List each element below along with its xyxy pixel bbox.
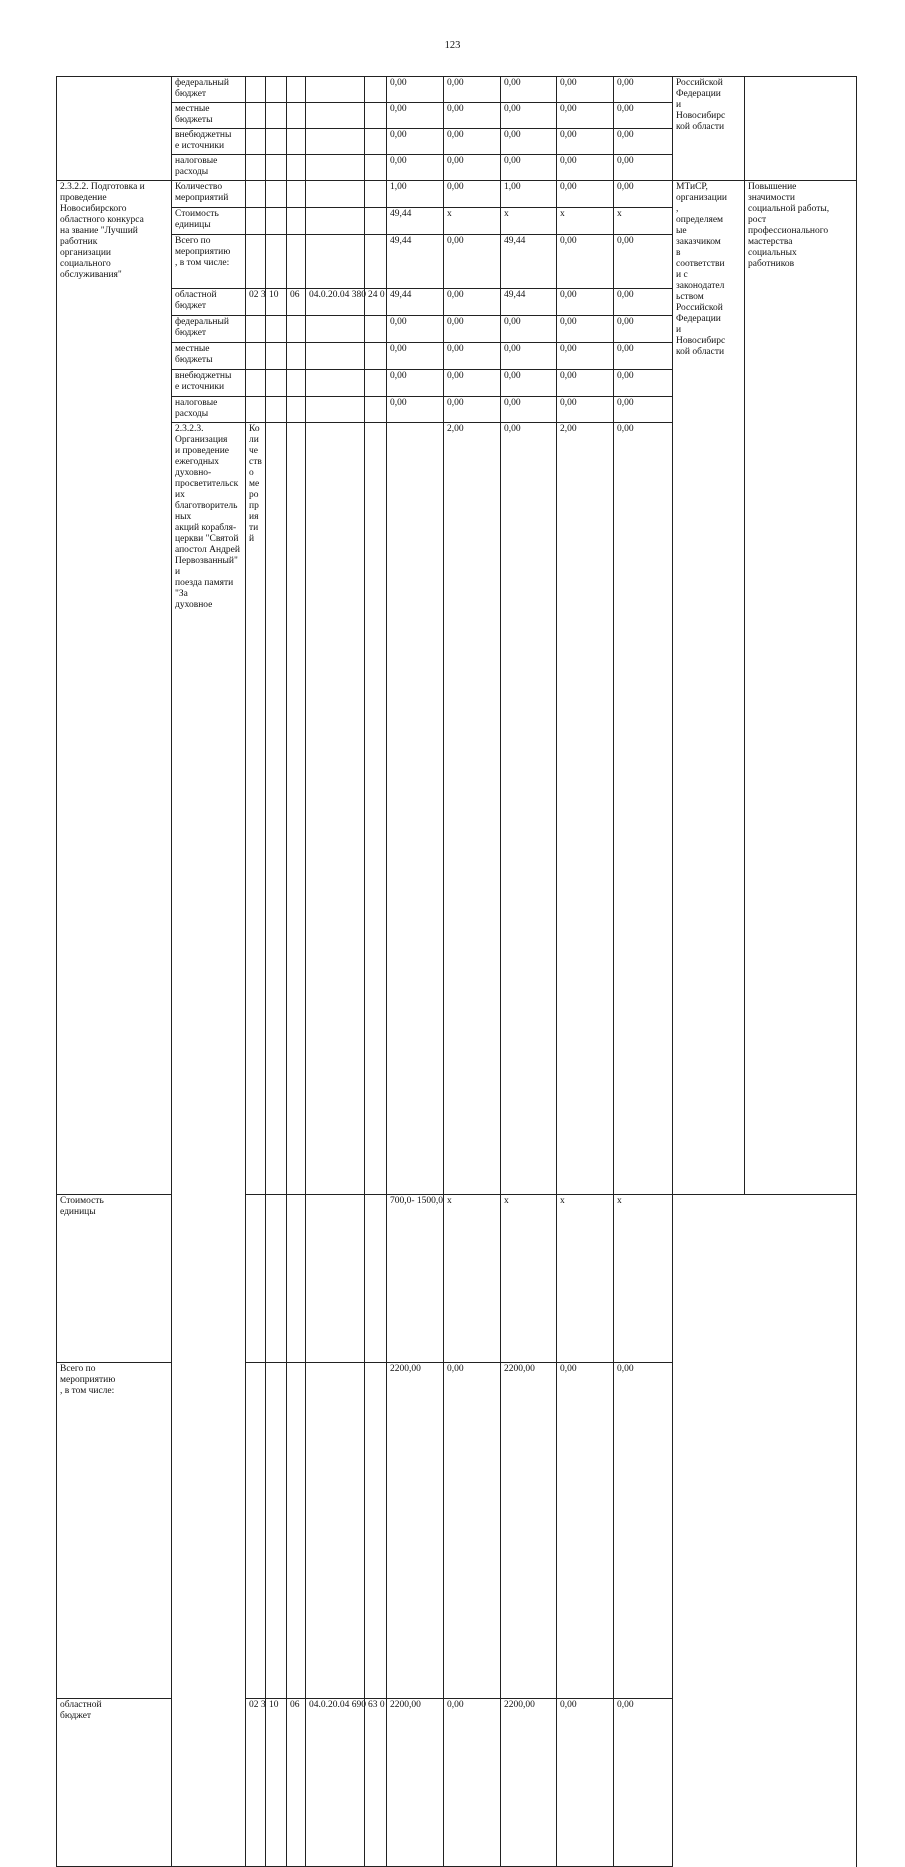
- value-cell-5: 0,00: [614, 289, 673, 316]
- subsection-code-cell: [287, 1194, 306, 1362]
- grbs-code-cell: [246, 103, 266, 129]
- value-cell-5: 0,00: [614, 316, 673, 343]
- measure-name-cell: 2.3.2.2. Подготовка и проведение Новосибирского областного конкурса на звание "Лучший работник организации социального обслуживания": [57, 181, 172, 1195]
- target-article-cell: [306, 343, 365, 370]
- grbs-code-cell: [246, 397, 266, 423]
- section-code-cell: [266, 1362, 287, 1698]
- expense-type-cell: [365, 77, 387, 103]
- subsection-code-cell: [287, 235, 306, 289]
- value-cell-2: 0,00: [444, 343, 501, 370]
- target-article-cell: [306, 77, 365, 103]
- target-article-cell: [306, 370, 365, 397]
- value-cell-3: 0,00: [501, 129, 557, 155]
- indicator-cell: внебюджетны е источники: [172, 370, 246, 397]
- target-article-cell: [306, 129, 365, 155]
- value-cell-3: 0,00: [501, 316, 557, 343]
- section-code-cell: [266, 343, 287, 370]
- value-cell-1: 0,00: [387, 155, 444, 181]
- table-row: [57, 181, 857, 208]
- subsection-code-cell: [287, 1362, 306, 1698]
- value-cell-1: 1,00: [387, 181, 444, 208]
- grbs-code-cell: [246, 1194, 266, 1362]
- value-cell-3: х: [501, 1194, 557, 1362]
- indicator-cell: местные бюджеты: [172, 103, 246, 129]
- value-cell-4: 0,00: [557, 129, 614, 155]
- section-code-cell: [266, 397, 287, 423]
- section-code-cell: [266, 208, 287, 235]
- section-code-cell: [287, 423, 306, 1195]
- expense-type-cell: [365, 129, 387, 155]
- section-code-cell: [266, 77, 287, 103]
- indicator-cell: Всего по мероприятию , в том числе:: [172, 235, 246, 289]
- value-cell-2: 0,00: [444, 1698, 501, 1866]
- section-code-cell: 10: [266, 289, 287, 316]
- result-cell: Повышение значимости социальной работы, рост профессионального мастерства социальных работников: [745, 181, 857, 1195]
- value-cell-2: 0,00: [444, 181, 501, 208]
- value-cell-1: 700,0- 1500,0: [387, 1194, 444, 1362]
- page-number: 123: [444, 40, 461, 51]
- expense-type-cell: 63 0: [365, 1698, 387, 1866]
- value-cell-1: 2200,00: [387, 1362, 444, 1698]
- grbs-code-cell: [246, 343, 266, 370]
- expense-type-cell: [365, 208, 387, 235]
- value-cell-4: х: [557, 208, 614, 235]
- target-article-cell: 04.0.20.04 380: [306, 289, 365, 316]
- expense-type-cell: 24 0: [365, 289, 387, 316]
- grbs-code-cell: [266, 423, 287, 1195]
- grbs-code-cell: [246, 370, 266, 397]
- value-cell-2: х: [444, 208, 501, 235]
- indicator-cell: налоговые расходы: [172, 155, 246, 181]
- subsection-code-cell: [287, 181, 306, 208]
- value-cell-1: 0,00: [387, 397, 444, 423]
- indicator-cell: Количество мероприятий: [172, 181, 246, 208]
- target-article-cell: [306, 1362, 365, 1698]
- value-cell-3: 2200,00: [501, 1698, 557, 1866]
- section-code-cell: [266, 129, 287, 155]
- indicator-cell: местные бюджеты: [172, 343, 246, 370]
- value-cell-4: 0,00: [557, 103, 614, 129]
- grbs-code-cell: [246, 181, 266, 208]
- value-cell-2: 0,00: [444, 155, 501, 181]
- section-code-cell: [266, 370, 287, 397]
- value-cell-4: х: [557, 1194, 614, 1362]
- value-cell-5: 0,00: [614, 155, 673, 181]
- indicator-cell: Стоимость единицы: [172, 208, 246, 235]
- value-cell-4: 0,00: [557, 1362, 614, 1698]
- value-cell-4: 0,00: [557, 316, 614, 343]
- indicator-cell: федеральный бюджет: [172, 316, 246, 343]
- value-cell-5: 0,00: [614, 181, 673, 208]
- value-cell-3: 0,00: [501, 155, 557, 181]
- section-code-cell: [266, 155, 287, 181]
- target-article-cell: [306, 316, 365, 343]
- subsection-code-cell: 06: [287, 289, 306, 316]
- indicator-cell: областной бюджет: [172, 289, 246, 316]
- section-code-cell: [266, 316, 287, 343]
- value-cell-4: 0,00: [557, 155, 614, 181]
- grbs-code-cell: [246, 235, 266, 289]
- value-cell-3: 1,00: [501, 181, 557, 208]
- indicator-cell: налоговые расходы: [172, 397, 246, 423]
- expense-type-cell: [365, 397, 387, 423]
- target-article-cell: [365, 423, 387, 1195]
- section-code-cell: 10: [266, 1698, 287, 1866]
- value-cell-2: 0,00: [444, 77, 501, 103]
- value-cell-1: 0,00: [387, 103, 444, 129]
- value-cell-3: 49,44: [501, 235, 557, 289]
- value-cell-4: 0,00: [557, 397, 614, 423]
- subsection-code-cell: [287, 370, 306, 397]
- value-cell-4: 0,00: [557, 289, 614, 316]
- value-cell-1: 49,44: [387, 208, 444, 235]
- value-cell-1: 2200,00: [387, 1698, 444, 1866]
- subsection-code-cell: [287, 129, 306, 155]
- table-row: [57, 77, 857, 103]
- grbs-code-cell: [246, 316, 266, 343]
- value-cell-5: х: [614, 208, 673, 235]
- subsection-code-cell: [306, 423, 365, 1195]
- target-article-cell: [306, 235, 365, 289]
- target-article-cell: [306, 397, 365, 423]
- value-cell-5: 0,00: [614, 103, 673, 129]
- grbs-code-cell: [246, 208, 266, 235]
- value-cell-3: 0,00: [501, 77, 557, 103]
- grbs-code-cell: [246, 155, 266, 181]
- grbs-code-cell: [246, 1362, 266, 1698]
- target-article-cell: [306, 103, 365, 129]
- subsection-code-cell: [287, 343, 306, 370]
- expense-type-cell: [365, 370, 387, 397]
- grbs-code-cell: [246, 77, 266, 103]
- value-cell-1: 49,44: [387, 235, 444, 289]
- measure-name-cell: 2.3.2.3. Организация и проведение ежегодных духовно- просветительских благотворительных акций корабля- церкви "Святой апостол Андрей Первозванный" и поезда памяти "За духовное: [172, 423, 246, 1867]
- expense-type-cell: [365, 316, 387, 343]
- measure-cell-empty: [57, 77, 172, 181]
- value-cell-2: 0,00: [444, 1362, 501, 1698]
- value-cell-4: 0,00: [557, 370, 614, 397]
- value-cell-2: 0,00: [444, 235, 501, 289]
- target-article-cell: [306, 1194, 365, 1362]
- result-cell: [745, 77, 857, 181]
- expense-type-cell: [365, 235, 387, 289]
- value-cell-4: 0,00: [557, 343, 614, 370]
- value-cell-4: 0,00: [614, 423, 673, 1195]
- value-cell-1: 0,00: [387, 343, 444, 370]
- subsection-code-cell: 06: [287, 1698, 306, 1866]
- value-cell-5: 0,00: [614, 1362, 673, 1698]
- budget-table: [56, 76, 857, 1867]
- expense-type-cell: [387, 423, 444, 1195]
- value-cell-5: 0,00: [614, 343, 673, 370]
- expense-type-cell: [365, 155, 387, 181]
- grbs-code-cell: [246, 129, 266, 155]
- value-cell-2: 0,00: [444, 316, 501, 343]
- subsection-code-cell: [287, 397, 306, 423]
- value-cell-1: 0,00: [387, 129, 444, 155]
- subsection-code-cell: [287, 77, 306, 103]
- indicator-cell: Всего по мероприятию , в том числе:: [57, 1362, 172, 1698]
- value-cell-3: 0,00: [501, 397, 557, 423]
- target-article-cell: [306, 155, 365, 181]
- executor-cell: МТиСР, организации , определяем ые заказчиком в соответстви и с законодател ьством Российской Федерации и Новосибирс кой области: [673, 181, 745, 1195]
- value-cell-5: х: [614, 1194, 673, 1362]
- value-cell-5: 0,00: [614, 397, 673, 423]
- subsection-code-cell: [287, 103, 306, 129]
- value-cell-2: 0,00: [501, 423, 557, 1195]
- value-cell-3: 0,00: [501, 370, 557, 397]
- value-cell-1: 0,00: [387, 370, 444, 397]
- subsection-code-cell: [287, 316, 306, 343]
- value-cell-1: 49,44: [387, 289, 444, 316]
- value-cell-1: 0,00: [387, 77, 444, 103]
- indicator-cell: Стоимость единицы: [57, 1194, 172, 1362]
- value-cell-2: 0,00: [444, 103, 501, 129]
- grbs-code-cell: 02 3: [246, 1698, 266, 1866]
- value-cell-2: 0,00: [444, 397, 501, 423]
- value-cell-2: 0,00: [444, 129, 501, 155]
- value-cell-5: 0,00: [614, 235, 673, 289]
- grbs-code-cell: 02 3: [246, 289, 266, 316]
- section-code-cell: [266, 235, 287, 289]
- section-code-cell: [266, 103, 287, 129]
- value-cell-1: 2,00: [444, 423, 501, 1195]
- executor-cell: Российской Федерации и Новосибирс кой области: [673, 77, 745, 181]
- section-code-cell: [266, 1194, 287, 1362]
- indicator-cell: федеральный бюджет: [172, 77, 246, 103]
- value-cell-5: 0,00: [614, 1698, 673, 1866]
- indicator-cell: внебюджетны е источники: [172, 129, 246, 155]
- value-cell-1: 0,00: [387, 316, 444, 343]
- value-cell-5: 0,00: [614, 77, 673, 103]
- value-cell-2: 0,00: [444, 289, 501, 316]
- value-cell-3: х: [501, 208, 557, 235]
- expense-type-cell: [365, 1194, 387, 1362]
- value-cell-4: 0,00: [557, 235, 614, 289]
- value-cell-3: 0,00: [501, 343, 557, 370]
- target-article-cell: [306, 181, 365, 208]
- value-cell-2: 0,00: [444, 370, 501, 397]
- expense-type-cell: [365, 103, 387, 129]
- indicator-cell: Количество мероприятий: [246, 423, 266, 1195]
- value-cell-3: 2200,00: [501, 1362, 557, 1698]
- value-cell-3: 2,00: [557, 423, 614, 1195]
- subsection-code-cell: [287, 155, 306, 181]
- value-cell-4: 0,00: [557, 77, 614, 103]
- target-article-cell: [306, 208, 365, 235]
- expense-type-cell: [365, 181, 387, 208]
- subsection-code-cell: [287, 208, 306, 235]
- indicator-cell: областной бюджет: [57, 1698, 172, 1866]
- value-cell-2: х: [444, 1194, 501, 1362]
- section-code-cell: [266, 181, 287, 208]
- expense-type-cell: [365, 1362, 387, 1698]
- value-cell-4: 0,00: [557, 181, 614, 208]
- value-cell-3: 0,00: [501, 103, 557, 129]
- value-cell-3: 49,44: [501, 289, 557, 316]
- value-cell-5: 0,00: [614, 370, 673, 397]
- value-cell-5: 0,00: [614, 129, 673, 155]
- target-article-cell: 04.0.20.04 690: [306, 1698, 365, 1866]
- expense-type-cell: [365, 343, 387, 370]
- value-cell-4: 0,00: [557, 1698, 614, 1866]
